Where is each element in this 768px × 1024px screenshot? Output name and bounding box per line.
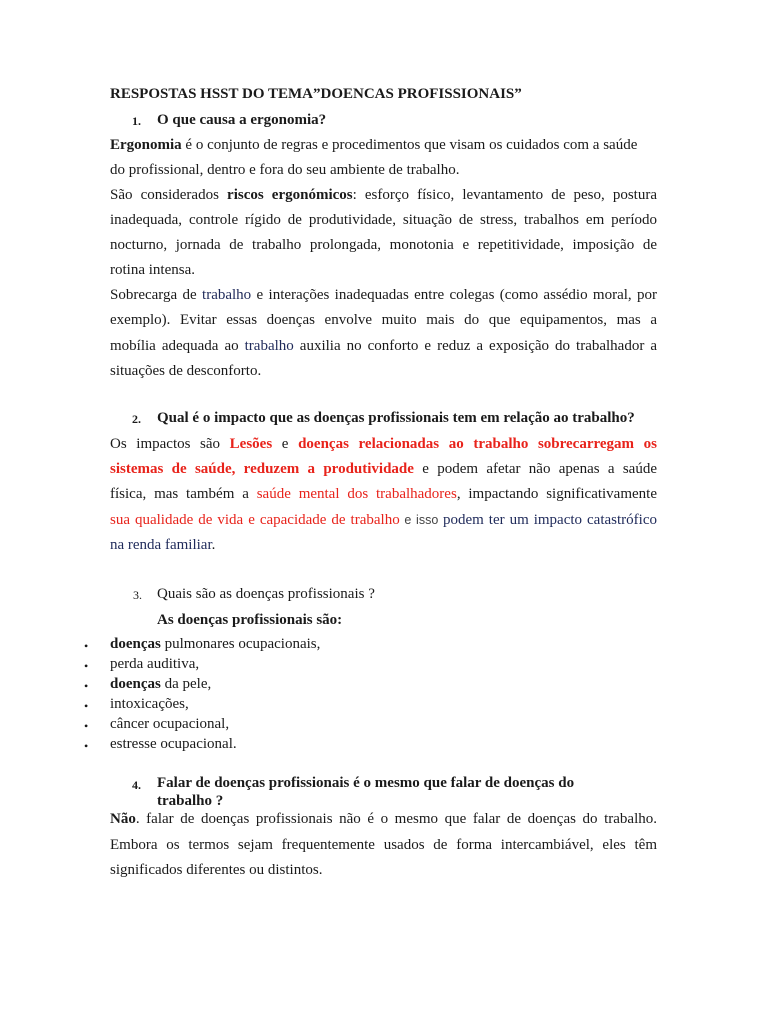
q1-paragraph2-line4: rotina intensa. (110, 262, 195, 278)
bullet-marker: • (84, 699, 89, 713)
bullet-marker: • (84, 739, 89, 753)
q1-paragraph3-line2: exemplo). Evitar essas doenças envolve muito mais do que equipamentos, mas a (110, 312, 657, 328)
q1-paragraph2-line3: nocturno, jornada de trabalho prolongada, monotonia e repetitividade, imposição de (110, 237, 657, 253)
document-title: RESPOSTAS HSST DO TEMA”DOENCAS PROFISSIONAIS” (110, 86, 522, 102)
q1-paragraph3-line4: situações de desconforto. (110, 363, 262, 379)
q1-paragraph3-line1: Sobrecarga de trabalho e interações inadequadas entre colegas (como assédio moral, por (110, 287, 657, 303)
bullet-marker: • (84, 659, 89, 673)
q1-paragraph2-line2: inadequada, controle rígido de produtividade, situação de stress, trabalhos em período (110, 212, 657, 228)
list-item: estresse ocupacional. (110, 736, 237, 752)
term-riscos-ergonomicos: riscos ergonómicos (227, 187, 353, 203)
trabalho-link[interactable]: trabalho (244, 338, 294, 354)
q3-number: 3. (133, 588, 142, 602)
list-item: perda auditiva, (110, 656, 200, 672)
bullet-marker: • (84, 639, 89, 653)
q3-title: Quais são as doenças profissionais ? (157, 586, 375, 602)
bullet-marker: • (84, 679, 89, 693)
q4-title-line1: Falar de doenças profissionais é o mesmo que falar de doenças do (157, 775, 575, 791)
trabalho-link[interactable]: trabalho (202, 287, 252, 303)
q2-answer-line1: Os impactos são Lesões e doenças relacionadas ao trabalho sobrecarregam os (110, 436, 657, 452)
q1-number: 1. (132, 114, 141, 128)
q1-paragraph1-line1: Ergonomia é o conjunto de regras e procedimentos que visam os cuidados com a saúde (110, 137, 638, 153)
q3-subtitle: As doenças profissionais são: (157, 612, 343, 628)
q4-answer-line2: Embora os termos sejam frequentemente usados de forma intercambiável, eles têm (110, 837, 657, 853)
q2-answer-line5: na renda familiar. (110, 537, 216, 553)
list-item: câncer ocupacional, (110, 716, 230, 732)
q4-title-line2: trabalho ? (157, 793, 224, 809)
q4-answer-line1: Não. falar de doenças profissionais não é o mesmo que falar de doenças do trabalho. (110, 811, 657, 827)
list-item: intoxicações, (110, 696, 189, 712)
q2-answer-line2: sistemas de saúde, reduzem a produtividade e podem afetar não apenas a saúde (110, 461, 657, 477)
q4-answer-line3: significados diferentes ou distintos. (110, 862, 323, 878)
term-ergonomia: Ergonomia (110, 137, 182, 153)
q2-answer-line3: física, mas também a saúde mental dos trabalhadores, impactando significativamente (110, 486, 657, 502)
list-item: doenças pulmonares ocupacionais, (110, 636, 321, 652)
q1-paragraph2-line1: São considerados riscos ergonómicos: esforço físico, levantamento de peso, postura (110, 187, 658, 203)
q4-number: 4. (132, 778, 141, 792)
q1-paragraph3-line3: mobília adequada ao trabalho auxilia no conforto e reduz a exposição do trabalhador a (110, 338, 657, 354)
q1-title: O que causa a ergonomia? (157, 112, 327, 128)
q2-title: Qual é o impacto que as doenças profissionais tem em relação ao trabalho? (157, 410, 635, 426)
list-item: doenças da pele, (110, 676, 212, 692)
q2-number: 2. (132, 412, 141, 426)
q2-answer-line4: sua qualidade de vida e capacidade de trabalho e isso podem ter um impacto catastrófico (110, 512, 657, 528)
q1-paragraph1-line2: do profissional, dentro e fora do seu ambiente de trabalho. (110, 162, 460, 178)
bullet-marker: • (84, 719, 89, 733)
